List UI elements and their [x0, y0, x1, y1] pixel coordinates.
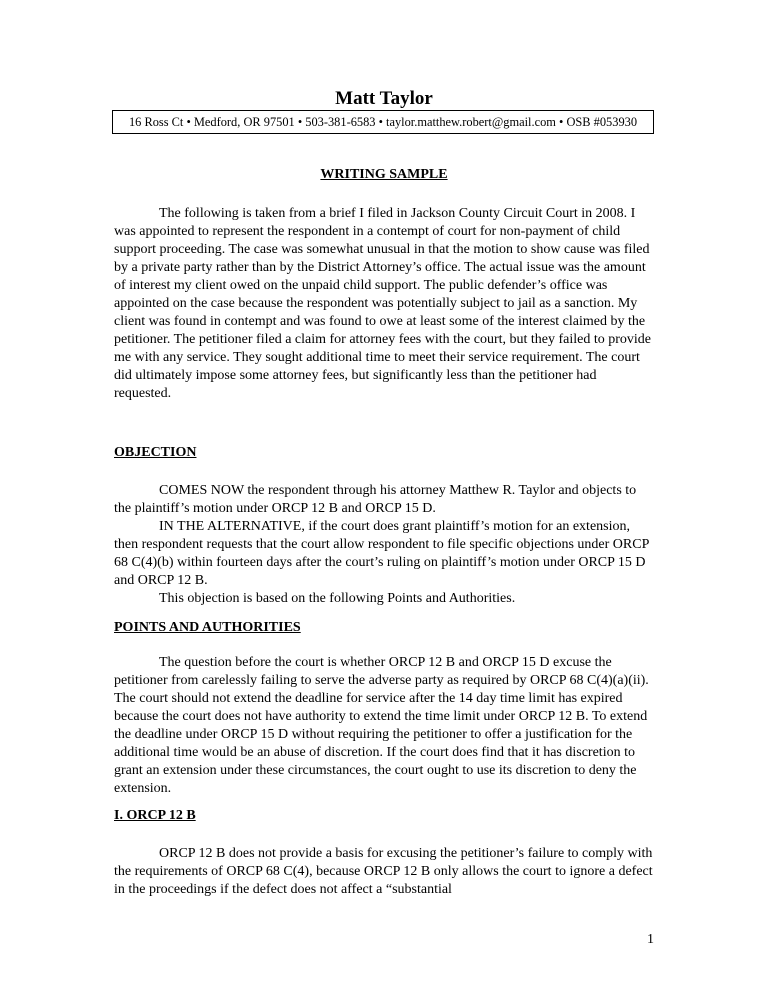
objection-body	[114, 482, 654, 608]
objection-paragraph-1: COMES NOW the respondent through his attorney Matthew R. Taylor and objects to the plaintiff’s motion under ORCP 12 B and ORCP 15 D.	[114, 483, 637, 516]
section-1-heading: I. ORCP 12 B	[114, 808, 196, 823]
intro-text: The following is taken from a brief I filed in Jackson County Circuit Court in 2008. I was appointed to represent the respondent in a contempt of court for non-payment of child support proceeding. The case was somewhat unusual in that the motion to show cause was filed by a private party rather than by the District Attorney’s office. The actual issue was the amount of interest my client owed on the unpaid child support. The public defender’s office was appointed on the case because the respondent was potentially subject to jail as a sanction. My client was found in contempt and was found to owe at least some of the interest claimed by the petitioner. The petitioner filed a claim for attorney fees with the court, but they failed to provide me with any service. They sought additional time to meet their service requirement. The court did ultimately impose some attorney fees, but significantly less than the petitioner had requested.	[114, 206, 652, 401]
objection-heading: OBJECTION	[114, 445, 197, 460]
objection-paragraph-3: This objection is based on the following Points and Authorities.	[159, 591, 516, 606]
section-1-paragraph-1: ORCP 12 B does not provide a basis for excusing the petitioner’s failure to comply with the requirements of ORCP 68 C(4), because ORCP 12 B only allows the court to ignore a defect in the proceedings if the defect does not affect a “substantial	[114, 846, 653, 897]
objection-paragraph-2: IN THE ALTERNATIVE, if the court does grant plaintiff’s motion for an extension, then respondent requests that the court allow respondent to file specific objections under ORCP 68 C(4)(b) within fourteen days after the court’s ruling on plaintiff’s motion under ORCP 15 D and ORCP 12 B.	[114, 519, 649, 588]
document-title: WRITING SAMPLE	[320, 167, 448, 182]
intro-paragraph	[114, 205, 654, 403]
author-name: Matt Taylor	[335, 88, 433, 109]
points-paragraph-1: The question before the court is whether ORCP 12 B and ORCP 15 D excuse the petitioner from carelessly failing to serve the adverse party as required by ORCP 68 C(4)(a)(ii). The court should not extend the deadline for service after the 14 day time limit has expired because the court does not have authority to extend the time limit under ORCP 12 B. To extend the deadline under ORCP 15 D without requiring the petitioner to offer a justification for the additional time would be an abuse of discretion. If the court does find that it has discretion to grant an extension under these circumstances, the court ought to use its discretion to deny the extension.	[114, 655, 649, 796]
page-number: 1	[647, 932, 654, 947]
points-body	[114, 654, 654, 798]
contact-info-box: 16 Ross Ct • Medford, OR 97501 • 503-381-6583 • taylor.matthew.robert@gmail.com • OSB #053930	[112, 110, 654, 134]
points-heading: POINTS AND AUTHORITIES	[114, 620, 301, 635]
section-1-body	[114, 845, 654, 899]
